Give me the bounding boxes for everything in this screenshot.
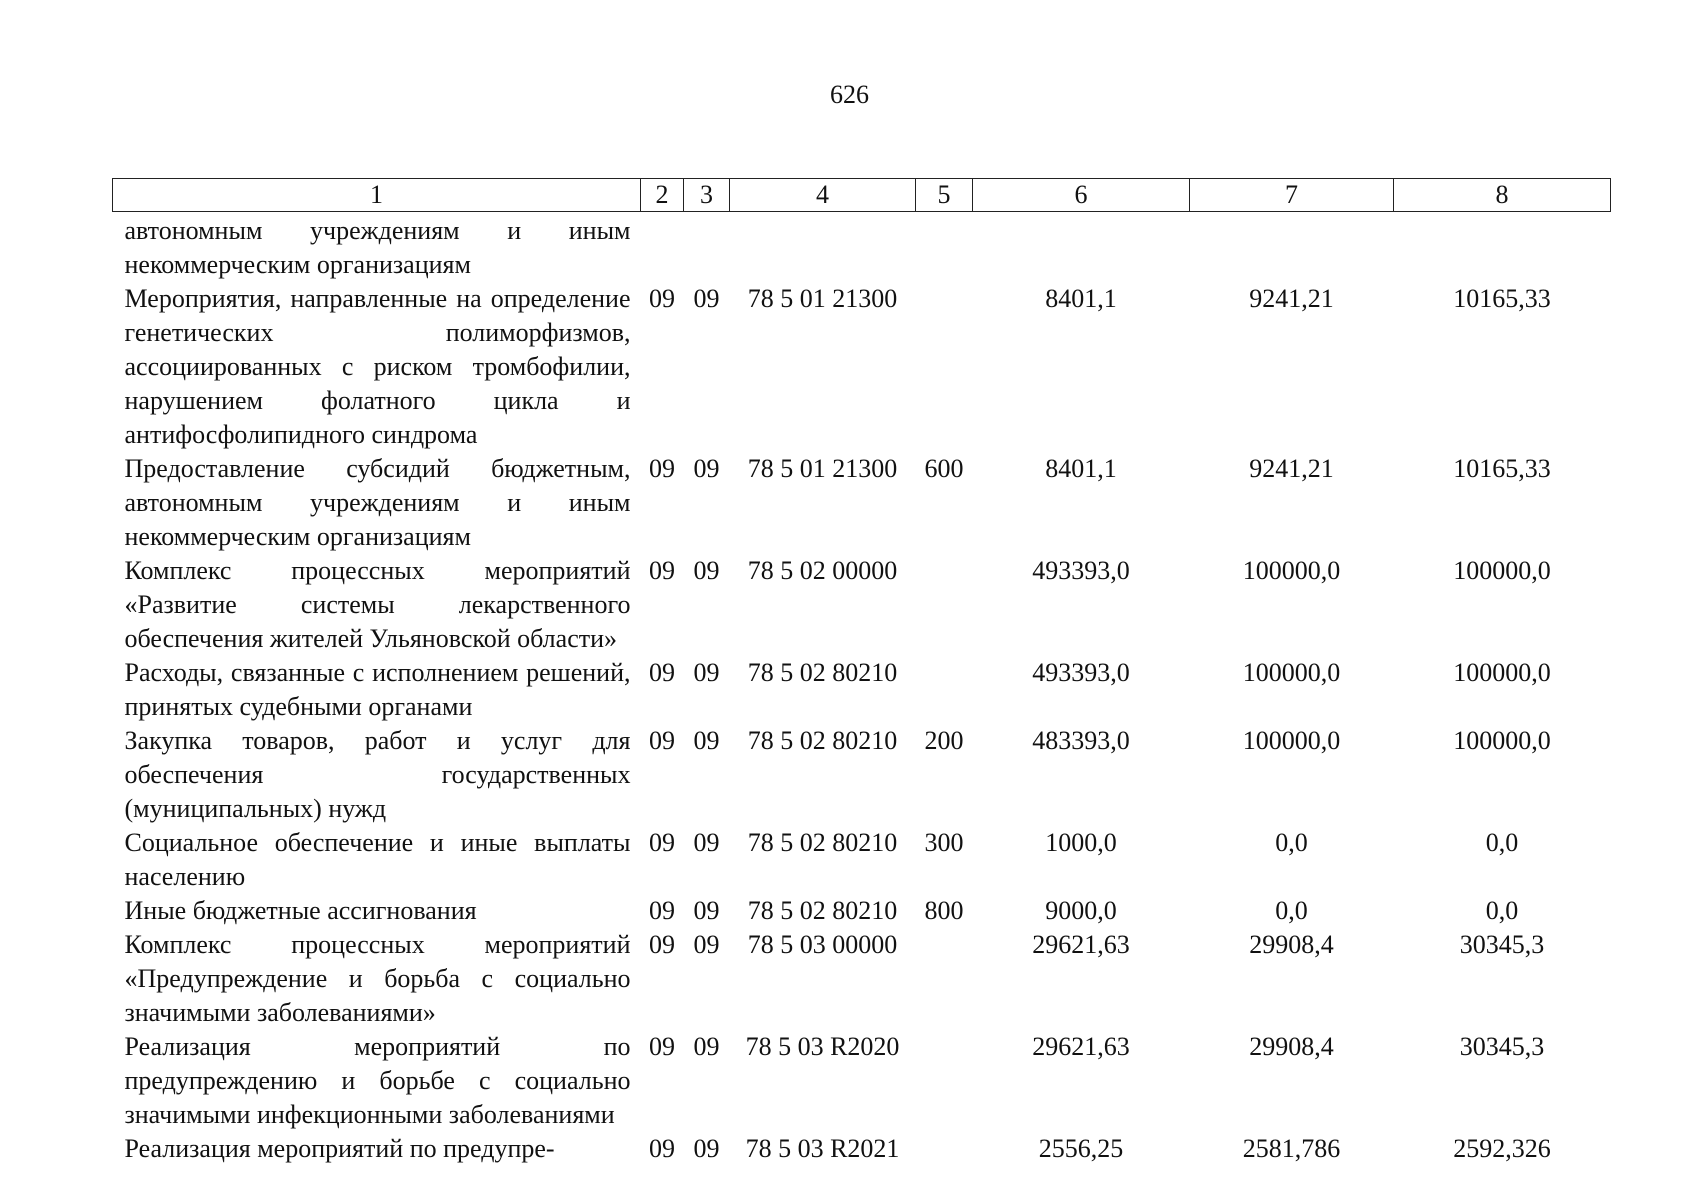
- row-col-5: [916, 282, 973, 452]
- header-col-3: 3: [684, 179, 730, 212]
- table-row: [113, 724, 1611, 826]
- row-col-7: 0,0: [1275, 828, 1308, 857]
- row-col-7: 0,0: [1275, 896, 1308, 925]
- row-name: Комплекс процессных мероприятий «Развитие системы лекарственного обеспечения жителей Ульяновской области»: [124, 556, 631, 653]
- row-col-3: 09: [693, 284, 720, 313]
- table-row: [113, 554, 1611, 656]
- row-col-8: 100000,0: [1453, 726, 1551, 755]
- row-col-3: [684, 212, 730, 283]
- row-col-4: 78 5 02 80210: [747, 828, 898, 857]
- row-col-8: [1394, 212, 1611, 283]
- row-name: Реализация мероприятий по предупреждению и борьбе с социально значимыми инфекционными заболеваниями: [124, 1032, 631, 1129]
- table-header: [113, 179, 1611, 212]
- row-col-4: 78 5 03 R2020: [745, 1032, 900, 1061]
- row-col-3: 09: [693, 454, 720, 483]
- header-col-1: 1: [113, 179, 641, 212]
- row-col-6: [973, 212, 1190, 283]
- row-col-2: 09: [649, 930, 675, 959]
- table-row: [113, 282, 1611, 452]
- row-col-8: 30345,3: [1459, 1032, 1545, 1061]
- row-col-7: 29908,4: [1249, 1032, 1334, 1061]
- table-row: [113, 452, 1611, 554]
- row-col-3: 09: [693, 1134, 720, 1163]
- row-col-7: 9241,21: [1249, 454, 1334, 483]
- row-col-5: 200: [924, 726, 964, 755]
- row-col-2: 09: [649, 726, 675, 755]
- row-col-2: [641, 212, 684, 283]
- row-name: автономным учреждениям и иным некоммерческим организациям: [124, 216, 631, 279]
- row-col-4: 78 5 02 00000: [747, 556, 898, 585]
- row-col-7: 9241,21: [1249, 284, 1334, 313]
- row-col-5: [916, 656, 973, 724]
- row-col-4: 78 5 02 80210: [747, 726, 898, 755]
- header-row: [113, 179, 1611, 212]
- row-col-6: 493393,0: [1032, 556, 1130, 585]
- table-row: [113, 928, 1611, 1030]
- row-col-6: 1000,0: [1045, 828, 1117, 857]
- row-col-2: 09: [649, 454, 675, 483]
- row-col-6: 29621,63: [1032, 930, 1130, 959]
- header-col-6: 6: [973, 179, 1190, 212]
- row-col-6: 2556,25: [1038, 1134, 1124, 1163]
- row-name: Закупка товаров, работ и услуг для обеспечения государственных (муниципальных) нужд: [124, 726, 631, 823]
- row-col-8: 100000,0: [1453, 658, 1551, 687]
- row-col-4: 78 5 02 80210: [747, 896, 898, 925]
- header-col-7: 7: [1190, 179, 1394, 212]
- row-name: Комплекс процессных мероприятий «Предупреждение и борьба с социально значимыми заболеваниями»: [124, 930, 631, 1027]
- row-col-2: 09: [649, 1032, 675, 1061]
- row-col-5: [916, 928, 973, 1030]
- row-col-3: 09: [693, 930, 720, 959]
- row-col-2: 09: [649, 556, 675, 585]
- row-col-7: 100000,0: [1242, 726, 1341, 755]
- header-col-8: 8: [1394, 179, 1611, 212]
- row-col-2: 09: [649, 828, 675, 857]
- row-name: Мероприятия, направленные на определение генетических полиморфизмов, ассоциированных с риском тромбофилии, нарушением фолатного цикла и антифосфолипидного синдрома: [124, 284, 631, 449]
- page-number: 626: [830, 80, 869, 109]
- row-col-8: 10165,33: [1453, 454, 1551, 483]
- row-col-2: 09: [649, 658, 675, 687]
- row-col-8: 10165,33: [1453, 284, 1551, 313]
- row-col-3: 09: [693, 896, 720, 925]
- row-col-6: 29621,63: [1032, 1032, 1130, 1061]
- row-col-8: 100000,0: [1453, 556, 1551, 585]
- row-col-4: 78 5 01 21300: [747, 284, 898, 313]
- row-col-6: 8401,1: [1045, 454, 1117, 483]
- row-col-4: [730, 212, 916, 283]
- row-col-7: 29908,4: [1249, 930, 1334, 959]
- row-col-3: 09: [693, 828, 720, 857]
- row-name: Реализация мероприятий по предупре-: [124, 1134, 555, 1163]
- row-col-5: 600: [924, 454, 964, 483]
- row-col-6: 9000,0: [1045, 896, 1117, 925]
- row-col-3: 09: [693, 1032, 720, 1061]
- row-col-5: 300: [924, 828, 964, 857]
- row-col-3: 09: [693, 726, 720, 755]
- table-row: [113, 894, 1611, 928]
- row-col-3: 09: [693, 556, 720, 585]
- table-row: [113, 826, 1611, 894]
- table-row: [113, 656, 1611, 724]
- row-name: Иные бюджетные ассигнования: [124, 896, 477, 925]
- header-col-2: 2: [641, 179, 684, 212]
- row-col-5: [916, 1030, 973, 1132]
- table-row: [113, 212, 1611, 283]
- row-col-4: 78 5 01 21300: [747, 454, 898, 483]
- row-col-7: [1190, 212, 1394, 283]
- row-col-2: 09: [649, 1134, 675, 1163]
- row-col-4: 78 5 03 00000: [747, 930, 898, 959]
- budget-table: [112, 178, 1611, 1166]
- header-col-4: 4: [730, 179, 916, 212]
- row-col-5: 800: [924, 896, 964, 925]
- header-col-5: 5: [916, 179, 973, 212]
- row-col-6: 483393,0: [1032, 726, 1130, 755]
- row-col-2: 09: [649, 896, 675, 925]
- row-col-7: 100000,0: [1242, 658, 1341, 687]
- row-col-8: 30345,3: [1459, 930, 1545, 959]
- row-name: Расходы, связанные с исполнением решений, принятых судебными органами: [124, 658, 631, 721]
- row-col-8: 2592,326: [1453, 1134, 1551, 1163]
- row-col-7: 2581,786: [1242, 1134, 1341, 1163]
- row-col-8: 0,0: [1485, 828, 1519, 857]
- row-col-3: 09: [693, 658, 720, 687]
- row-col-6: 493393,0: [1032, 658, 1130, 687]
- table-row: [113, 1030, 1611, 1132]
- row-col-5: [916, 212, 973, 283]
- row-col-4: 78 5 03 R2021: [745, 1134, 900, 1163]
- row-col-7: 100000,0: [1242, 556, 1341, 585]
- row-name: Социальное обеспечение и иные выплаты населению: [124, 828, 631, 891]
- row-col-5: [916, 1132, 973, 1166]
- row-col-8: 0,0: [1485, 896, 1519, 925]
- row-col-5: [916, 554, 973, 656]
- row-name: Предоставление субсидий бюджетным, автономным учреждениям и иным некоммерческим организациям: [124, 454, 631, 551]
- row-col-6: 8401,1: [1045, 284, 1117, 313]
- table-row: [113, 1132, 1611, 1166]
- row-col-2: 09: [649, 284, 675, 313]
- row-col-4: 78 5 02 80210: [747, 658, 898, 687]
- table-body: [113, 212, 1611, 1167]
